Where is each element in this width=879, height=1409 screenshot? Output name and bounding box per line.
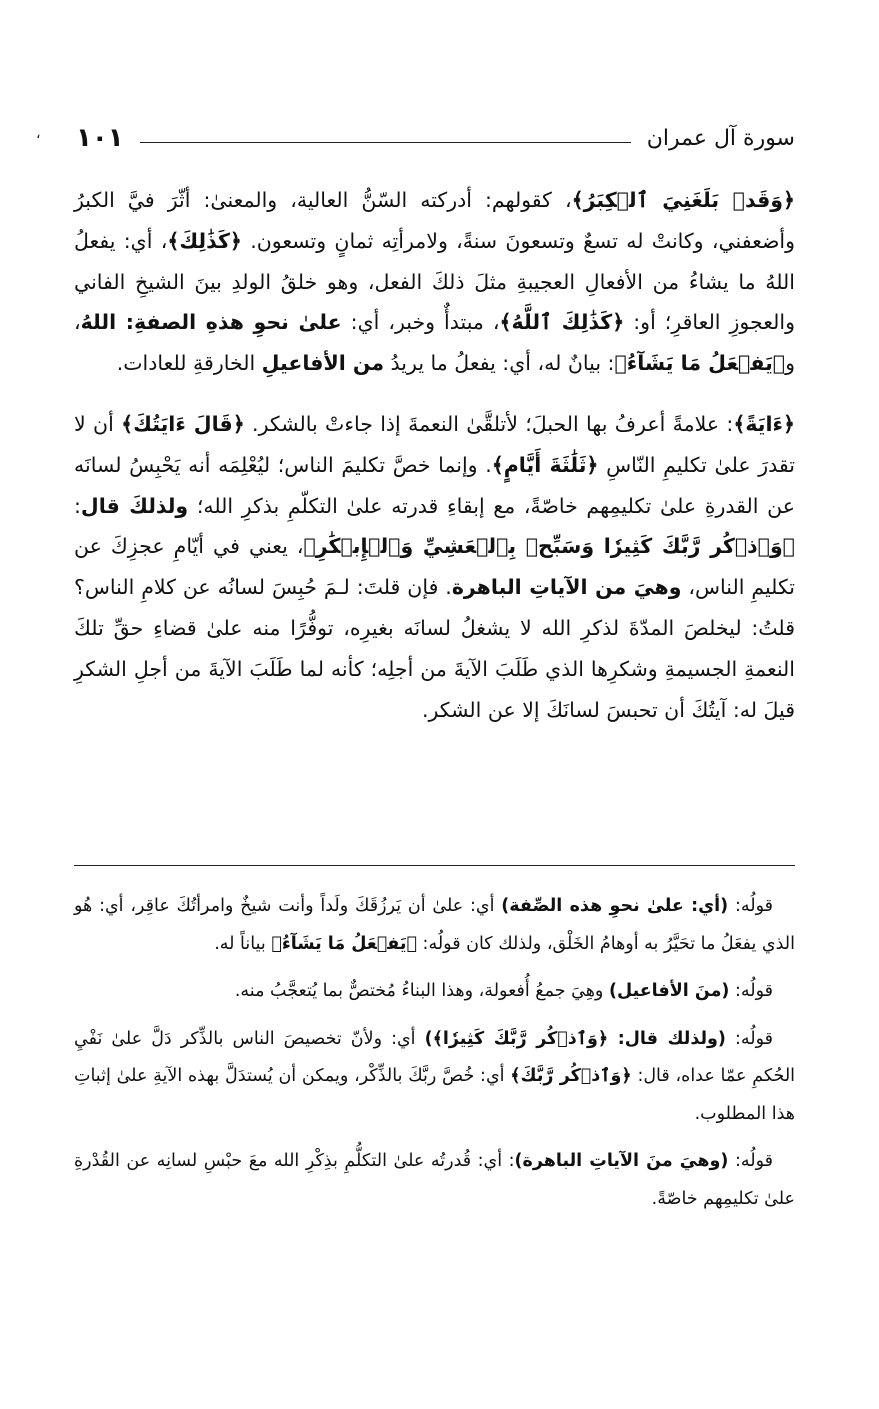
commentary-text: : [74, 493, 81, 518]
commentary-text: الخارقةِ للعادات. [116, 351, 262, 376]
quran-quote: ﴿وَٱذۡكُر رَّبَّكَ﴾ [510, 1066, 632, 1086]
commentary-text: . وإنما خصَّ تكليمَ الناس؛ ليُعْلِمَه أنه يَحْبِسُ لسانَه عن القدرةِ علىٰ تكليمِهم خاصّةً، مع إبقاءِ قدرته علىٰ التكلّمِ بذكرِ الله؛ [74, 452, 795, 518]
commentary-text: ، و [74, 310, 795, 376]
footnote [74, 1021, 795, 1134]
commentary-text: : علامةً أعرفُ بها الحبلَ؛ لأتلقَّىٰ النعمةَ إذا جاءتْ بالشكر. [244, 411, 734, 436]
note-heading: (ولذلك قال: [608, 1028, 726, 1049]
commentary-text: ، مبتدأٌ وخبر، أي: [341, 310, 500, 335]
quran-quote: ﴿كَذَٰلِكَ﴾ [167, 228, 242, 253]
bold-phrase: من الأفاعيلِ [261, 351, 385, 376]
footnote-divider [74, 865, 795, 866]
footnote [74, 1143, 795, 1218]
commentary-text: ، يعني في أيّامِ عجزِكَ عن تكليمِ الناس، [74, 534, 795, 600]
commentary-text: ، أي: يفعلُ اللهُ ما يشاءُ من الأفعالِ العجيبةِ مثلَ ذلكَ الفعل، وهو خلقُ الولدِ بينَ الشيخِ الفاني والعجوزِ العاقرِ؛ أو: [74, 228, 795, 335]
bold-phrase: وهيَ من الآياتِ الباهرة [451, 575, 682, 600]
note-text: أي: خُصَّ ربَّكَ بالذِّكْر، ويمكن أن يُستدَلَّ بهذه الآيةِ علىٰ إثباتِ هذا المطلوب. [74, 1066, 795, 1124]
footnotes [74, 888, 795, 1228]
footnote [74, 973, 795, 1011]
quran-quote: ﴿وَٱذۡكُر رَّبَّكَ كَثِيرٗا وَسَبِّحۡ بِٱلۡعَشِيِّ وَٱلۡإِبۡكَٰرِ﴾ [303, 534, 795, 559]
note-text: : أي: قُدرتُه علىٰ التكلُّمِ بذِكْرِ الله معَ حبْسِ لسانِه عن القُدْرةِ علىٰ تكليمِهم خاصّةً. [74, 1151, 795, 1209]
commentary-text: : بيانٌ له، أي: يفعلُ ما يريدُ [384, 351, 615, 376]
quran-quote: ﴿وَٱذۡكُر رَّبَّكَ كَثِيرٗا﴾ [432, 1028, 609, 1049]
main-paragraph-2 [74, 404, 795, 730]
note-lead: قولُه: [725, 1028, 773, 1049]
quran-quote: ﴿ثَلَٰثَةَ أَيَّامٍ﴾ [491, 452, 599, 477]
main-paragraph-1 [74, 180, 795, 384]
quran-quote: ﴿كَذَٰلِكَ ٱللَّهُ﴾ [499, 310, 625, 335]
surah-title: سورة آل عمران [646, 125, 795, 151]
bold-phrase: ولذلكَ قال [80, 493, 189, 518]
commentary-text: . فإن قلتَ: لـمَ حُبِسَ لسانُه عن كلامِ الناس؟ قلتُ: ليخلصَ المدّةَ لذكرِ الله لا يشغلُ لسانَه بغيرِه، توفُّرًا منه علىٰ قضاءِ حقِّ تلكَ النعمةِ الجسيمةِ وشكرِها الذي طَلَبَ الآيةَ من أجلِه؛ كأنه لما طَلَبَ الآيةَ من أجلِ الشكرِ قيلَ له: آيتُكَ أن تحبسَ لسانَكَ إلا عن الشكر. [74, 575, 795, 722]
note-lead: قولُه: [729, 981, 773, 1001]
main-text [74, 180, 795, 730]
note-heading: ) [424, 1028, 433, 1049]
note-heading: (وهيَ منَ الآياتِ الباهرة) [514, 1151, 729, 1171]
header-rule [140, 142, 631, 143]
quran-quote: ﴿ءَايَةً﴾ [733, 411, 795, 436]
margin-mark: ، [36, 126, 41, 142]
note-heading: (منَ الأفاعيل) [608, 981, 730, 1001]
page-header [76, 116, 795, 160]
note-text: وهِيَ جمعُ أُفعولة، وهذا البناءُ مُختصٌّ بما يُتعجَّبُ منه. [234, 981, 609, 1001]
quran-quote: ﴿يَفۡعَلُ مَا يَشَآءُ﴾ [614, 351, 786, 376]
bold-phrase: علىٰ نحوِ هذهِ الصفةِ: اللهُ [80, 310, 342, 335]
commentary-text: أن لا تقدرَ علىٰ تكليمِ النّاسِ [74, 411, 795, 477]
page-number: ١٠١ [76, 123, 124, 153]
note-lead: قولُه: [728, 1151, 773, 1171]
footnote [74, 888, 795, 963]
note-heading: (أي: علىٰ نحوِ هذه الصِّفة) [501, 896, 729, 916]
note-text: بياناً له. [214, 933, 272, 954]
note-text: أي: ولأنّ تخصيصَ الناس بالذِّكر دَلَّ علىٰ نَفْيِ الحُكمِ عمّا عداه، قال: [74, 1028, 796, 1086]
quran-quote: ﴿قَالَ ءَايَتُكَ﴾ [121, 411, 245, 436]
note-lead: قولُه: [728, 896, 773, 916]
note-text: أي: علىٰ أن يَرزُقَكَ ولَداً وأنت شيخٌ وامرأتُكَ عاقِر، أي: هُو الذي يفعَلُ ما تحَيَّرُ به أوهامُ الخَلْق، ولذلك كان قولُه: [74, 896, 795, 954]
commentary-text: ، كقولهم: أدركته السّنُّ العالية، والمعنىٰ: أثّرَ فيَّ الكبرُ وأضعفني، وكانتْ له تسعٌ وتسعونَ سنةً، ولامرأتِه ثمانٍ وتسعون. [74, 188, 795, 253]
quran-quote: ﴿وَقَدۡ بَلَغَنِيَ ٱلۡكِبَرُ﴾ [571, 188, 795, 212]
quran-quote: ﴿يَفۡعَلُ مَا يَشَآءُ﴾ [271, 933, 417, 954]
